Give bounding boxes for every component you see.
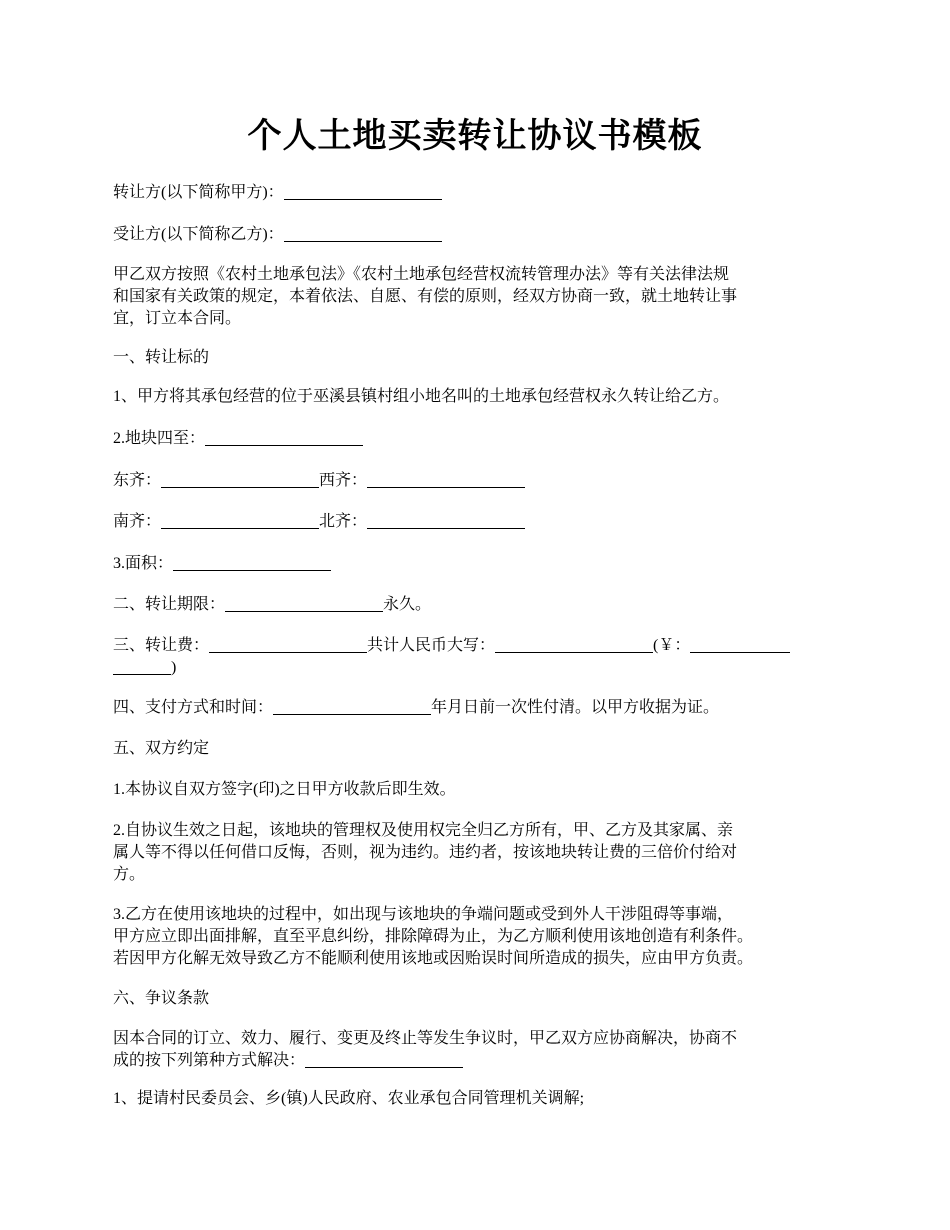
fee-label: 三、转让费： xyxy=(113,637,210,654)
boundaries-blank[interactable] xyxy=(205,429,363,446)
dispute-line-2-label: 成的按下列第种方式解决： xyxy=(113,1052,306,1069)
payment-text: 年月日前一次性付清。以甲方收据为证。 xyxy=(431,699,720,716)
fee-uppercase-label: 共计人民币大写： xyxy=(367,637,496,654)
clause-5-3-line-1: 3.乙方在使用该地块的过程中，如出现与该地块的争端问题或受到外人干涉阻碍等事端， xyxy=(113,906,734,923)
clause-5-2-line-3: 方。 xyxy=(113,866,146,883)
section-6-heading: 六、争议条款 xyxy=(113,990,210,1007)
fee-line xyxy=(113,635,843,679)
section-1-heading: 一、转让标的 xyxy=(113,349,210,366)
party-a-blank[interactable] xyxy=(284,183,442,200)
fee-uppercase-blank[interactable] xyxy=(495,636,653,653)
dispute-paragraph xyxy=(113,1028,843,1072)
dispute-line-1: 因本合同的订立、效力、履行、变更及终止等发生争议时，甲乙双方应协商解决，协商不 xyxy=(113,1030,738,1047)
payment-label: 四、支付方式和时间： xyxy=(113,699,274,716)
clause-1-1: 1、甲方将其承包经营的位于巫溪县镇村组小地名叫的土地承包经营权永久转让给乙方。 xyxy=(113,388,730,405)
clause-boundaries-line xyxy=(113,428,843,450)
south-label: 南齐： xyxy=(113,513,162,530)
clause-5-3-line-2: 甲方应立即出面排解，直至平息纠纷，排除障碍为止，为乙方顺利使用该地创造有利条件。 xyxy=(113,928,754,945)
boundaries-label: 2.地块四至： xyxy=(113,430,206,447)
party-b-line xyxy=(113,224,843,246)
clause-5-2-line-2: 属人等不得以任何借口反悔，否则，视为违约。违约者，按该地块转让费的三倍价付给对 xyxy=(113,844,738,861)
payment-blank[interactable] xyxy=(273,698,431,715)
area-line xyxy=(113,553,843,575)
fee-yuan-blank-continued[interactable] xyxy=(113,658,171,675)
dispute-option-1: 1、提请村民委员会、乡(镇)人民政府、农业承包合同管理机关调解; xyxy=(113,1090,585,1107)
fee-close-paren: ) xyxy=(171,659,177,676)
south-blank[interactable] xyxy=(161,512,319,529)
east-label: 东齐： xyxy=(113,472,162,489)
east-blank[interactable] xyxy=(161,471,319,488)
term-value: 永久。 xyxy=(383,596,432,613)
clause-5-3 xyxy=(113,904,843,970)
payment-line xyxy=(113,697,843,719)
party-b-blank[interactable] xyxy=(284,225,442,242)
east-west-line xyxy=(113,470,843,492)
intro-line-2: 和国家有关政策的规定，本着依法、自愿、有偿的原则，经双方协商一致，就土地转让事 xyxy=(113,288,738,305)
party-a-line xyxy=(113,182,843,204)
west-label: 西齐： xyxy=(319,472,368,489)
north-blank[interactable] xyxy=(367,512,525,529)
area-label: 3.面积： xyxy=(113,555,174,572)
area-blank[interactable] xyxy=(173,554,331,571)
north-label: 北齐： xyxy=(319,513,368,530)
section-5-heading: 五、双方约定 xyxy=(113,740,210,757)
clause-5-2-line-1: 2.自协议生效之日起，该地块的管理权及使用权完全归乙方所有，甲、乙方及其家属、亲 xyxy=(113,822,734,839)
clause-5-1: 1.本协议自双方签字(印)之日甲方收款后即生效。 xyxy=(113,781,456,798)
intro-line-3: 宜，订立本合同。 xyxy=(113,310,242,327)
fee-blank[interactable] xyxy=(209,636,367,653)
term-blank[interactable] xyxy=(225,595,383,612)
party-b-label: 受让方(以下简称乙方)： xyxy=(113,226,284,243)
dispute-method-blank[interactable] xyxy=(305,1051,463,1068)
south-north-line xyxy=(113,511,843,533)
west-blank[interactable] xyxy=(367,471,525,488)
party-a-label: 转让方(以下简称甲方)： xyxy=(113,184,284,201)
intro-paragraph xyxy=(113,264,843,330)
clause-5-3-line-3: 若因甲方化解无效导致乙方不能顺利使用该地或因贻误时间所造成的损失，应由甲方负责。 xyxy=(113,950,754,967)
term-label: 二、转让期限： xyxy=(113,596,226,613)
fee-yuan-label: (￥： xyxy=(653,637,691,654)
fee-yuan-blank[interactable] xyxy=(690,636,790,653)
intro-line-1: 甲乙双方按照《农村土地承包法》《农村土地承包经营权流转管理办法》等有关法律法规 xyxy=(113,266,730,283)
clause-5-2 xyxy=(113,820,843,886)
document-title: 个人土地买卖转让协议书模板 xyxy=(247,118,703,155)
term-line xyxy=(113,594,843,616)
